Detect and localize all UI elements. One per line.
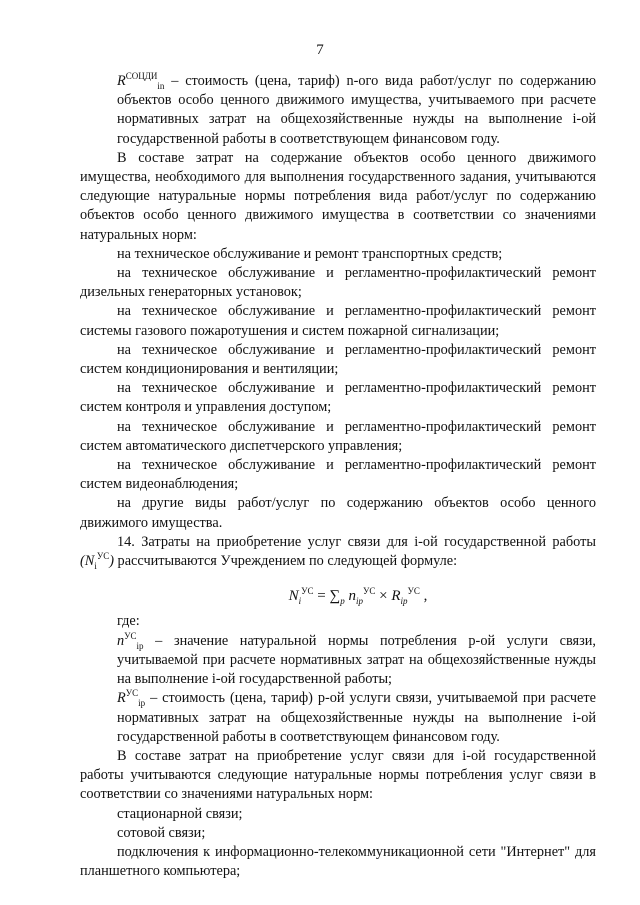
paragraph-movable-property: В составе затрат на содержание объектов особо ценного движимого имущества, необходимого для выполнения государственного задания, учитываются следующие натуральные нормы потребления вида работ/услуг по содержанию объектов особо ценного движимого имущества в соответствии со значениями натуральных норм: — [80, 149, 596, 243]
paragraph-14: 14. Затраты на приобретение услуг связи для i-ой государственной работы $(N_i^{УС})$ рассчитываются Учреждением по следующей формуле: — [80, 533, 596, 571]
page-number: 7 — [316, 42, 324, 58]
symbol-r-ip: $R^{УС}_{ip}$ — [117, 688, 146, 709]
where-label: где: — [117, 613, 140, 630]
list-item: на техническое обслуживание и регламентно-профилактический ремонт систем контроля и управления доступом; — [80, 380, 596, 416]
list-item: на техническое обслуживание и регламентно-профилактический ремонт систем кондиционирования и вентиляции; — [80, 341, 596, 378]
definition-n-us: $n^{УС}_{ip}$ – значение натуральной нормы потребления р-ой услуги связи, учитываемой при расчете нормативных затрат на общехозяйственные нужды на выполнение i-ой государственной работы; — [117, 630, 597, 688]
definition-r-us: $R^{УС}_{ip}$ – стоимость (цена, тариф) р-ой услуги связи, учитываемой при расчете нормативных затрат на общехозяйственные нужды на выполнение i-ой государственной работы в соответствующем финансовом году. — [117, 688, 596, 745]
definition-r-socdi-text: – стоимость (цена, тариф) n-ого вида работ/услуг по содержанию объектов особо ценного движимого имущества, учитываемого при расчете нормативных затрат на общехозяйственные нужды на выполнение i-ой государственной работы в соответствующем финансовом году. — [117, 73, 597, 147]
list-item: на техническое обслуживание и регламентно-профилактический ремонт дизельных генераторных установок; — [80, 265, 596, 301]
definition-r-socdi — [80, 72, 596, 149]
list-item: стационарной связи; — [117, 805, 243, 822]
symbol-n-us: $(N_i^{УС})$ — [80, 551, 114, 571]
paragraph-communication: В составе затрат на приобретение услуг связи для i-ой государственной работы учитываются следующие натуральные нормы потребления услуг связи в соответствии со значениями натуральных норм: — [80, 747, 596, 803]
list-item: на техническое обслуживание и регламентно-профилактический ремонт систем автоматического диспетчерского управления; — [80, 418, 596, 454]
symbol-r-socdi: $R^{СОЦДИ}_{in}$ — [117, 71, 165, 91]
symbol-n-ip: $n^{УС}_{ip}$ — [117, 630, 144, 651]
formula: $N_i^{УС} = \sum_p$ $n_{ip}^{УС} \times R_{ip}^{УС}$ , — [288, 586, 428, 607]
document-body — [80, 72, 596, 881]
list-item: на техническое обслуживание и регламентно-профилактический ремонт систем видеонаблюдения; — [80, 457, 596, 493]
list-item: на техническое обслуживание и регламентно-профилактический ремонт системы газового пожаротушения и систем пожарной сигнализации; — [80, 303, 596, 339]
list-item: подключения к информационно-телекоммуникационной сети "Интернет" для планшетного компьютера; — [80, 843, 596, 880]
list-communication — [80, 805, 596, 882]
list-item: на другие виды работ/услуг по содержанию объектов особо ценного движимого имущества. — [80, 495, 596, 531]
list-maintenance — [80, 245, 596, 533]
list-item: сотовой связи; — [117, 824, 206, 841]
list-item: на техническое обслуживание и ремонт транспортных средств; — [117, 245, 503, 262]
